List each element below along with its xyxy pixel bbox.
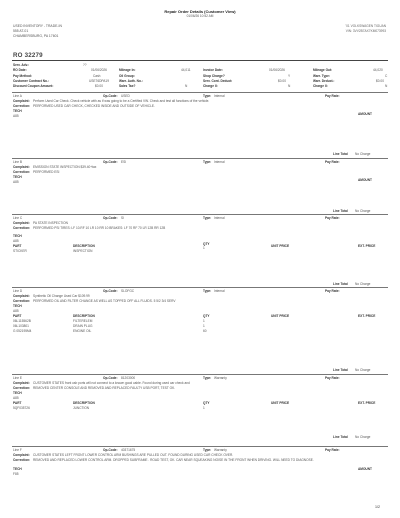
line-d-correction: PERFORMED OIL AND FILTER CHANGE AS WELL AS TOPPED OFF ALL FLUIDS. 5 5/2 3/4 SERV (33, 299, 176, 303)
value-charge-ii: N (288, 84, 291, 89)
value-warr-deduct: $0.00 (376, 78, 384, 83)
line-f-payrate-label: Pay Rate: (325, 448, 340, 452)
value-invoice-date: 01/06/2026 (269, 68, 285, 73)
line-d-complaint-label: Complaint: (13, 294, 30, 298)
value-serv-cont-deduct: $0.00 (278, 78, 286, 83)
line-c (13, 216, 389, 254)
line-b-payrate-label: Pay Rate: (325, 160, 340, 164)
label-oil-group: Oil Group: (119, 73, 135, 78)
line-c-ext-header: EXT. PRICE (358, 244, 376, 248)
line-d-correction-label: Correction: (13, 299, 31, 303)
line-b-tech: A85 (13, 180, 19, 184)
line-a-tech-label: TECH (13, 109, 22, 113)
line-e-complaint-label: Complaint: (13, 381, 30, 385)
label-serv-adv: Serv. Adv.: (13, 63, 30, 67)
line-b-opcode: ESI (121, 160, 127, 164)
line-f-divider (12, 446, 388, 447)
line-b-correction: PERFORMED ESI (33, 170, 60, 174)
line-a-type-label: Type: (203, 94, 212, 98)
line-d-part-2-qty: 1 (203, 324, 205, 328)
line-c-unit-header: UNIT PRICE (271, 244, 290, 248)
line-a-type: Internal (214, 94, 225, 98)
line-e-complaint: CUSTOMER STATES front usb ports will not connect to a known good cable. Found during used car check and (33, 381, 190, 385)
label-invoice-date: Invoice Date: (203, 68, 223, 73)
line-c-part-desc: INSPECTION (73, 249, 93, 253)
line-f-correction-label: Correction: (13, 458, 31, 462)
line-e-tech: A85 (13, 396, 19, 400)
line-b-tech-label: TECH (13, 175, 22, 179)
line-e-type: Warranty (214, 376, 227, 380)
line-c-correction-label: Correction: (13, 226, 31, 230)
line-c-divider (12, 214, 388, 215)
label-shop-charge: Shop Charge? (203, 73, 225, 78)
line-a-correction-label: Correction: (13, 104, 31, 108)
value-mileage-in: 44,011 (181, 68, 191, 73)
line-c-total-label: Line Total (333, 282, 348, 286)
line-d-part-1-qty: 1 (203, 319, 205, 323)
table-row (13, 406, 389, 411)
line-d-opcode-label: Op-Code: (103, 289, 118, 293)
line-a-payrate-label: Pay Rate: (325, 94, 340, 98)
label-warr-type: Warr. Type: (313, 73, 331, 78)
line-d-divider (12, 287, 388, 288)
line-c-complaint: PA STATE INSPECTION (33, 221, 68, 225)
line-f-opcode-label: Op-Code: (103, 448, 118, 452)
line-e-type-label: Type: (203, 376, 212, 380)
line-a-complaint: Perform Used Car Check. Check vehicle with as if was going to be a Certified VW. Check and test all functions of the vehicle. (33, 99, 210, 103)
line-d-qty-header: QTY (203, 314, 210, 318)
line-d-type-label: Type: (203, 289, 212, 293)
line-d-part-2: 06L103801 (13, 324, 29, 328)
label-ro-date: RO Date: (13, 68, 27, 73)
value-discount-coupon: $0.00 (95, 84, 103, 89)
line-c-qty-header: QTY (203, 242, 210, 246)
line-e-opcode: 81203000 (121, 376, 136, 380)
label-serv-cont-deduct: Serv. Cont. Deduct: (203, 78, 233, 83)
line-a-correction: PERFORMED USED CAR CHECK, CHECKED INSIDE AND OUTSIDE OF VEHICLE. (33, 104, 155, 108)
line-f-type: Warranty (214, 448, 227, 452)
line-e-qty-header: QTY (203, 401, 210, 405)
label-warr-deduct: Warr. Deduct.: (313, 78, 335, 83)
order-info-grid (13, 63, 391, 89)
line-d-payrate-label: Pay Rate: (325, 289, 340, 293)
line-c-opcode: SI (121, 216, 125, 220)
line-e-part: 5QF035726 (13, 406, 30, 410)
line-e-total-value: No Charge (355, 435, 371, 439)
line-b-divider (12, 158, 388, 159)
line-c-part-header: PART (13, 244, 22, 248)
value-serv-adv: ?? (83, 63, 87, 67)
line-d-part-3-desc: ENGINE OIL (73, 329, 92, 333)
document-timestamp: 01/06/26 10:52 AM (186, 14, 214, 18)
line-e-tech-label: TECH (13, 391, 22, 395)
page-number: 1/2 (375, 505, 380, 509)
line-a-complaint-label: Complaint: (13, 99, 30, 103)
line-b-id: Line B (13, 160, 23, 164)
label-discount-coupon: Discount Coupon Amount: (13, 84, 54, 89)
line-d-type: Internal (214, 289, 225, 293)
dealer-name: USED INVENTORY - TRADE-IN (13, 24, 62, 28)
line-a-divider (12, 92, 388, 93)
line-e-part-qty: 1 (203, 406, 205, 410)
line-f-id: Line F (13, 448, 22, 452)
line-e-desc-header: DESCRIPTION (73, 401, 95, 405)
line-d (13, 289, 389, 334)
vehicle-model: '01 VOLKSWAGEN TIGUAN (345, 24, 386, 28)
line-d-ext-header: EXT. PRICE (358, 314, 376, 318)
line-d-tech-label: TECH (13, 304, 22, 308)
line-b-complaint-label: Complaint: (13, 165, 30, 169)
value-charge-ii-2: N (385, 84, 388, 89)
line-e-divider (12, 374, 388, 375)
line-e-part-desc: JUNCTION (73, 406, 90, 410)
line-b-opcode-label: Op-Code: (103, 160, 118, 164)
line-e-id: Line E (13, 376, 23, 380)
dealer-address (13, 24, 62, 40)
line-f-amount-label: AMOUNT (358, 467, 372, 471)
line-c-correction: PERFORMED PSI TIRES: LF 10.RF 10 LR 10 RR 10 BRAKES: LF 70 RF 70 LR 12B RR 12B (33, 226, 166, 230)
line-d-part-3: G 052195M4 (13, 329, 32, 333)
line-f-type-label: Type: (203, 448, 212, 452)
line-d-id: Line D (13, 289, 23, 293)
value-customer-contract: USE76DPA19 (89, 78, 109, 83)
label-charge-ii-2: Charge II: (313, 84, 328, 89)
value-sales-tax: N (185, 84, 188, 89)
line-f-complaint-label: Complaint: (13, 453, 30, 457)
line-a-amount-label: AMOUNT (358, 112, 372, 116)
line-e-correction: REMOVED CENTER CONSOLE AND REMOVED AND REPLACED FAULTY USB PORT, TEST OK. (33, 386, 176, 390)
line-b-amount-label: AMOUNT (358, 178, 372, 182)
line-c-part-qty: 1 (203, 246, 205, 250)
line-e-ext-header: EXT. PRICE (358, 401, 376, 405)
value-mileage-out: 44,020 (373, 68, 383, 73)
line-d-unit-header: UNIT PRICE (271, 314, 290, 318)
line-d-total-label: Line Total (333, 368, 348, 372)
line-a-total-value: No Charge (355, 152, 371, 156)
value-ro-date: 01/06/2026 (91, 68, 107, 73)
line-d-total-value: No Charge (355, 368, 371, 372)
line-c-part: STICKER (13, 249, 27, 253)
line-b-total-value: No Charge (355, 209, 371, 213)
vehicle-info (346, 24, 386, 34)
line-a-opcode: USED (121, 94, 130, 98)
line-d-part-1: 06L115562B (13, 319, 31, 323)
line-d-part-header: PART (13, 314, 22, 318)
line-f-tech-label: TECH (13, 467, 22, 471)
line-a-opcode-label: Op-Code: (103, 94, 118, 98)
dealer-line2: 555 AT-01 (13, 29, 29, 34)
line-c-type: Internal (214, 216, 225, 220)
line-c-type-label: Type: (203, 216, 212, 220)
label-warr-auth: Warr. Auth. No.: (119, 78, 143, 83)
line-f (13, 448, 389, 477)
line-c-tech-label: TECH (13, 234, 22, 238)
line-e-opcode-label: Op-Code: (103, 376, 118, 380)
repair-order-number: RO 32279 (13, 52, 43, 59)
line-b-total-label: Line Total (333, 209, 348, 213)
line-d-complaint: Synthetic Oil Change Used Car $109.99 (33, 294, 90, 298)
line-c-desc-header: DESCRIPTION (73, 244, 95, 248)
line-b-type: Internal (214, 160, 225, 164)
line-b-correction-label: Correction: (13, 170, 31, 174)
line-e-total-label: Line Total (333, 435, 348, 439)
line-b (13, 160, 389, 185)
line-c-tech: A85 (13, 239, 19, 243)
line-a (13, 94, 389, 119)
line-c-payrate-label: Pay Rate: (325, 216, 340, 220)
line-e-unit-header: UNIT PRICE (271, 401, 290, 405)
value-pay-method: Cash (93, 73, 101, 78)
line-d-part-3-qty: 60 (203, 329, 207, 333)
line-d-opcode: SLOFGC (121, 289, 135, 293)
line-d-tech: A85 (13, 309, 19, 313)
line-b-complaint: EMISSION STATE INSPECTION $39.40+tax (33, 165, 97, 169)
line-a-tech: A85 (13, 114, 19, 118)
line-f-complaint: CUSTOMER STATES LEFT FRONT LOWER CONTROL ARM BUSHINGS ARE PULLED OUT. FOUND DURING USED CAR CHECK OVER. (33, 453, 234, 457)
dealer-line3: CHAMBERSBURG, PA 17601 (13, 34, 59, 39)
value-shop-charge: Y (288, 73, 291, 78)
line-d-part-1-desc: FILTERELEM (73, 319, 93, 323)
label-sales-tax: Sales Tax? (119, 84, 136, 89)
vehicle-vin: VIN: 3VV2B7AX7KM073993 (345, 29, 386, 33)
label-customer-contract: Customer Contract No.: (13, 78, 49, 83)
line-f-tech: F85 (13, 472, 19, 476)
value-warr-type: C (385, 73, 388, 78)
document-title: Repair Order Details (Customer View) (164, 9, 236, 14)
line-e (13, 376, 389, 411)
line-a-id: Line A (13, 94, 22, 98)
line-c-total-value: No Charge (355, 282, 371, 286)
header-divider (12, 60, 388, 61)
line-c-id: Line C (13, 216, 23, 220)
line-d-desc-header: DESCRIPTION (73, 314, 95, 318)
label-pay-method: Pay Method: (13, 73, 32, 78)
line-f-correction: REMOVED AND REPLACED LOWER CONTROL ARM. DROPPED SUBFRAME . ROAD TEST, OK. CAR NEAR SQUEAKING NOISE IN THE FRONT WHEN DRIVING. WILL NEED TO DIAGNOSE. (33, 458, 314, 462)
table-row (13, 329, 389, 334)
line-e-correction-label: Correction: (13, 386, 31, 390)
line-f-opcode: 40371675 (121, 448, 136, 452)
line-b-type-label: Type: (203, 160, 212, 164)
line-e-part-header: PART (13, 401, 22, 405)
line-c-complaint-label: Complaint: (13, 221, 30, 225)
line-a-total-label: Line Total (333, 152, 348, 156)
line-d-part-2-desc: DRAIN PLUG (73, 324, 93, 328)
label-charge-ii: Charge II: (203, 84, 218, 89)
line-e-payrate-label: Pay Rate: (325, 376, 340, 380)
line-c-opcode-label: Op-Code: (103, 216, 118, 220)
label-mileage-out: Mileage Out: (313, 68, 333, 73)
label-mileage-in: Mileage In: (119, 68, 136, 73)
